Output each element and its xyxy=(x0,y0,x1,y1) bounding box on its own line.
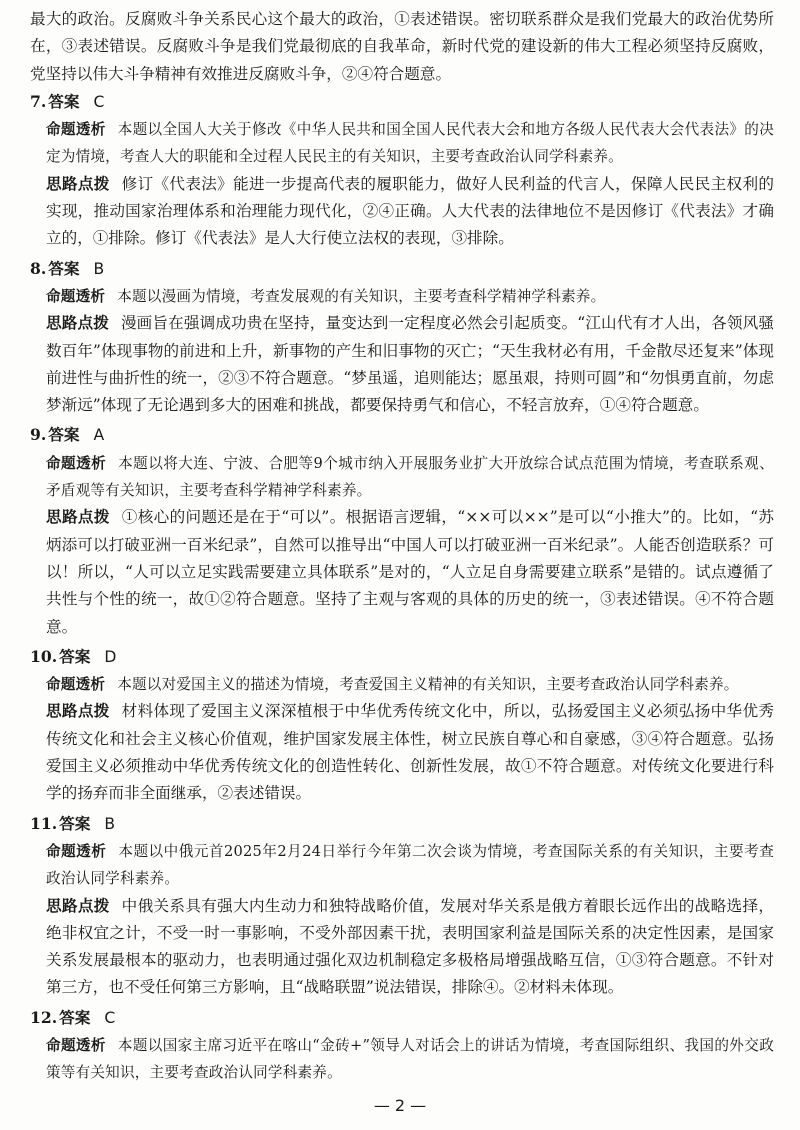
page-number: — 2 — xyxy=(373,1096,427,1115)
analysis-text: 本题以漫画为情境，考查发展观的有关知识，主要考查科学精神学科素养。 xyxy=(117,287,606,305)
question-7 xyxy=(30,88,774,253)
answer-tag: 答案 xyxy=(59,646,91,666)
reasoning-label: 思路点拨 xyxy=(46,896,110,915)
reasoning-paragraph xyxy=(46,504,774,640)
answer-tag: 答案 xyxy=(48,258,80,278)
question-header xyxy=(30,810,774,838)
analysis-text: 本题以中俄元首2025年2月24日举行今年第二次会谈为情境，考查国际关系的有关知识，主要考查政治认同学科素养。 xyxy=(46,842,774,888)
analysis-label: 命题透析 xyxy=(46,676,106,694)
answer-letter: A xyxy=(93,426,105,445)
analysis-label: 命题透析 xyxy=(46,121,106,139)
question-number: 9. xyxy=(30,425,47,445)
analysis-label: 命题透析 xyxy=(46,287,106,305)
question-11 xyxy=(30,810,774,1002)
question-header xyxy=(30,1004,774,1032)
question-number: 10. xyxy=(30,646,58,666)
question-header xyxy=(30,421,774,449)
question-8 xyxy=(30,255,774,420)
analysis-text: 本题以将大连、宁波、合肥等9个城市纳入开展服务业扩大开放综合试点范围为情境，考查联系观、矛盾观等有关知识，主要考查科学精神学科素养。 xyxy=(46,454,774,500)
reasoning-text: ①核心的问题还是在于“可以”。根据语言逻辑，“××可以××”是可以“小推大”的。比如，“苏炳添可以打破亚洲一百米纪录”，自然可以推导出“中国人可以打破亚洲一百米纪录”。人能否创造联系？可以！所以，“人可以立足实践需要建立具体联系”是对的，“人立足自身需要建立联系”是错的。试点遵循了共性与个性的统一，故①②符合题意。坚持了主观与客观的具体的历史的统一，③表述错误。④不符合题意。 xyxy=(46,508,774,636)
answer-tag: 答案 xyxy=(59,1007,91,1027)
reasoning-paragraph xyxy=(46,310,774,419)
answer-letter: B xyxy=(93,259,105,278)
reasoning-paragraph xyxy=(46,698,774,807)
reasoning-label: 思路点拨 xyxy=(46,174,110,193)
answer-tag: 答案 xyxy=(59,813,91,833)
question-number: 7. xyxy=(30,91,47,111)
question-header xyxy=(30,255,774,283)
answer-letter: C xyxy=(93,92,105,111)
analysis-text: 本题以国家主席习近平在喀山“金砖+”领导人对话会上的讲话为情境，考查国际组织、我国的外交政策等有关知识，主要考查政治认同学科素养。 xyxy=(46,1036,774,1082)
analysis-paragraph xyxy=(46,838,774,893)
analysis-label: 命题透析 xyxy=(46,454,107,472)
question-9 xyxy=(30,421,774,640)
question-header xyxy=(30,643,774,671)
question-header xyxy=(30,88,774,116)
reasoning-text: 中俄关系具有强大内生动力和独特战略价值，发展对华关系是俄方着眼长远作出的战略选择，绝非权宜之计，不受一时一事影响，不受外部因素干扰，表明国家利益是国际关系的决定性因素，是国家关系发展最根本的驱动力，也表明通过强化双边机制稳定多极格局增强战略互信，①③符合题意。不针对第三方，也不受任何第三方影响，且“战略联盟”说法错误，排除④。②材料未体现。 xyxy=(46,896,774,997)
analysis-text: 本题以对爱国主义的描述为情境，考查爱国主义精神的有关知识，主要考查政治认同学科素养。 xyxy=(117,676,739,694)
analysis-text: 本题以全国人大关于修改《中华人民共和国全国人民代表大会和地方各级人民代表大会代表法》的决定为情境，考查人大的职能和全过程人民民主的有关知识，主要考查政治认同学科素养。 xyxy=(46,121,774,166)
reasoning-text: 漫画旨在强调成功贵在坚持，量变达到一定程度必然会引起质变。“江山代有才人出，各领风骚数百年”体现事物的前进和上升，新事物的产生和旧事物的灭亡；“天生我材必有用，千金散尽还复来”体现前进性与曲折性的统一，②③不符合题意。“梦虽遥，追则能达；愿虽艰，持则可圆”和“勿惧勇直前，勿虑梦渐远”体现了无论遇到多大的困难和挑战，都要保持勇气和信心，不轻言放弃，①④符合题意。 xyxy=(46,314,774,415)
intro-paragraph: 最大的政治。反腐败斗争关系民心这个最大的政治，①表述错误。密切联系群众是我们党最大的政治优势所在，③表述错误。反腐败斗争是我们党最彻底的自我革命，新时代党的建设新的伟大工程必须坚持反腐败，党坚持以伟大斗争精神有效推进反腐败斗争，②④符合题意。 xyxy=(30,10,774,83)
analysis-label: 命题透析 xyxy=(46,1036,106,1054)
analysis-paragraph xyxy=(46,283,774,310)
analysis-paragraph xyxy=(46,1032,774,1087)
question-number: 11. xyxy=(30,813,58,833)
question-number: 12. xyxy=(30,1007,58,1027)
reasoning-paragraph xyxy=(46,171,774,253)
reasoning-text: 修订《代表法》能进一步提高代表的履职能力，做好人民利益的代言人，保障人民民主权利的实现，推动国家治理体系和治理能力现代化，②④正确。人大代表的法律地位不是因修订《代表法》才确立的，①排除。修订《代表法》是人大行使立法权的表现，③排除。 xyxy=(46,174,774,248)
question-10 xyxy=(30,643,774,808)
question-12 xyxy=(30,1004,774,1087)
reasoning-text: 材料体现了爱国主义深深植根于中华优秀传统文化中，所以，弘扬爱国主义必须弘扬中华优秀传统文化和社会主义核心价值观，维护国家发展主体性，树立民族自尊心和自豪感，③④符合题意。弘扬爱国主义必须推动中华优秀传统文化的创造性转化、创新性发展，故①不符合题意。对传统文化要进行科学的扬弃而非全面继承，②表述错误。 xyxy=(46,702,774,803)
reasoning-paragraph xyxy=(46,893,774,1002)
analysis-label: 命题透析 xyxy=(46,842,107,860)
reasoning-label: 思路点拨 xyxy=(46,314,109,333)
question-number: 8. xyxy=(30,258,47,278)
reasoning-label: 思路点拨 xyxy=(46,702,110,721)
answer-letter: C xyxy=(104,1008,116,1027)
analysis-paragraph xyxy=(46,671,774,698)
reasoning-label: 思路点拨 xyxy=(46,508,110,527)
analysis-paragraph xyxy=(46,116,774,171)
analysis-paragraph xyxy=(46,450,774,505)
answer-letter: B xyxy=(104,814,116,833)
answer-tag: 答案 xyxy=(48,91,80,111)
answer-letter: D xyxy=(104,647,117,666)
answer-tag: 答案 xyxy=(48,425,80,445)
answer-content xyxy=(30,6,774,1089)
